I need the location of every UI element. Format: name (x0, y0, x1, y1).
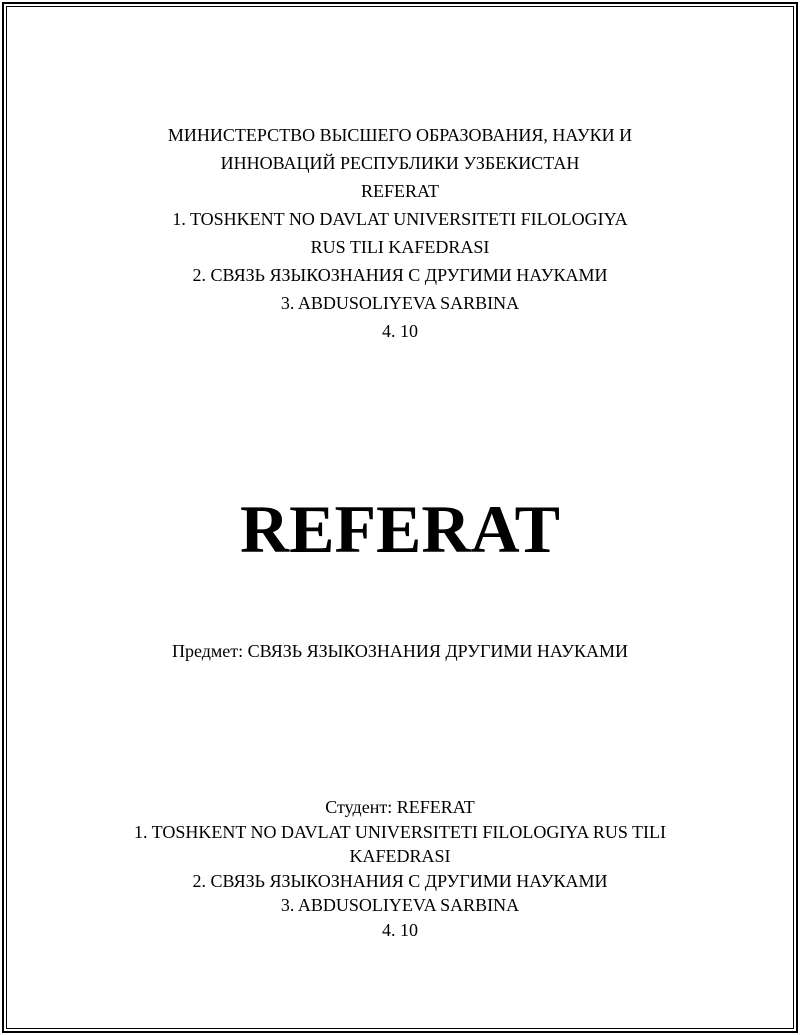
student-line: 3. ABDUSOLIYEVA SARBINA (280, 895, 520, 915)
student-line: 2. СВЯЗЬ ЯЗЫКОЗНАНИЯ С ДРУГИМИ НАУКАМИ (192, 870, 608, 891)
subject-line: Предмет: СВЯЗЬ ЯЗЫКОЗНАНИЯ ДРУГИМИ НАУКАМИ (171, 641, 629, 661)
header-line: RUS TILI KAFEDRASI (310, 237, 490, 257)
header-line: 1. TOSHKENT NO DAVLAT UNIVERSITETI FILOLOGIYA (172, 209, 628, 229)
header-line: 2. СВЯЗЬ ЯЗЫКОЗНАНИЯ С ДРУГИМИ НАУКАМИ (192, 265, 608, 285)
student-line: Студент: REFERAT (325, 797, 475, 817)
header-line: МИНИСТЕРСТВО ВЫСШЕГО ОБРАЗОВАНИЯ, НАУКИ И (167, 125, 633, 145)
header-line: REFERAT (360, 181, 439, 201)
subject-block (0, 637, 800, 665)
student-line: 4. 10 (382, 919, 418, 940)
student-line: KAFEDRASI (349, 846, 451, 866)
student-block (0, 795, 800, 942)
student-line: 1. TOSHKENT NO DAVLAT UNIVERSITETI FILOLOGIYA RUS TILI (133, 821, 666, 842)
document-title: REFERAT (240, 491, 560, 567)
header-block (0, 121, 800, 345)
header-line: 4. 10 (382, 321, 418, 341)
header-line: ИННОВАЦИЙ РЕСПУБЛИКИ УЗБЕКИСТАН (220, 153, 580, 173)
header-line: 3. ABDUSOLIYEVA SARBINA (280, 293, 520, 313)
